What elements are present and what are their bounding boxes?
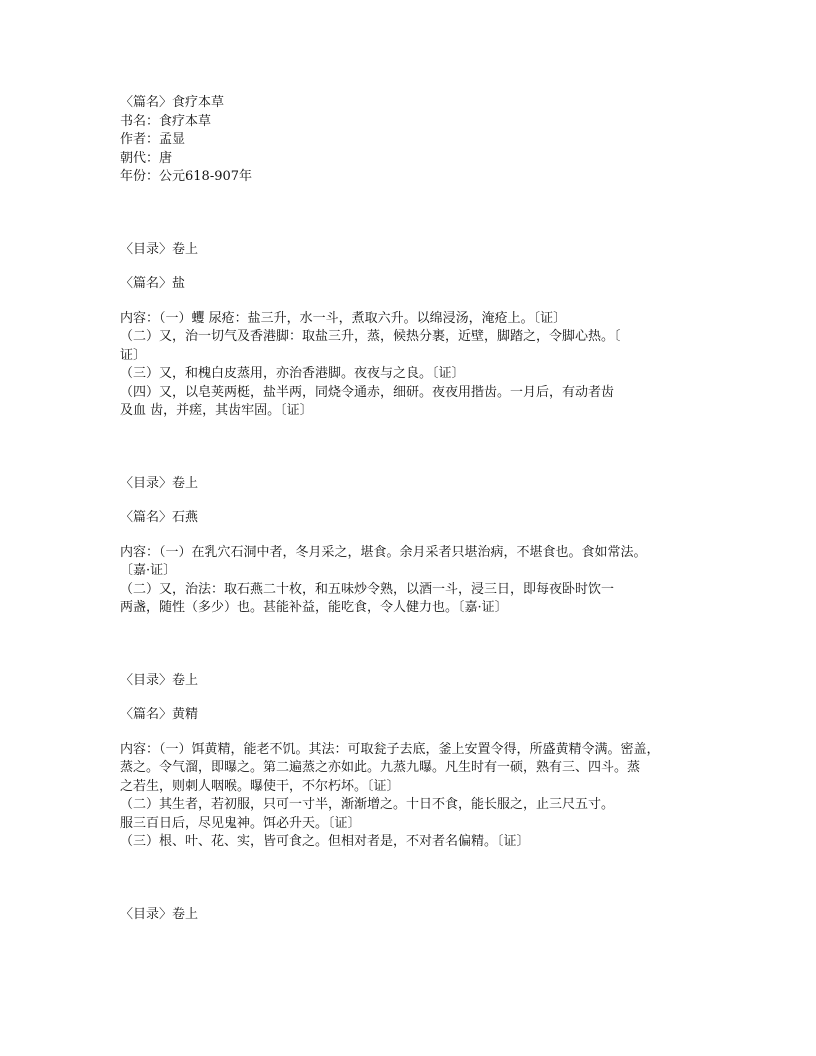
spacer: [120, 852, 720, 906]
entry-title: 〈篇名〉石燕: [120, 510, 199, 525]
dynasty: 朝代：唐: [120, 150, 173, 166]
spacer: [120, 294, 720, 310]
entry-line: 内容：（一）在乳穴石洞中者，冬月采之，堪食。余月采者只堪治病，不堪食也。食如常法。: [120, 544, 647, 560]
catalog-heading: 〈目录〉卷上: [120, 241, 199, 257]
spacer: [120, 187, 720, 241]
document-page: [120, 94, 720, 924]
entry-title: 〈篇名〉盐: [120, 276, 186, 291]
year: 年份：公元618-907年: [120, 169, 253, 184]
entry-line: （三）根、叶、花、实，皆可食之。但相对者是，不对者名偏精。〔证〕: [120, 834, 530, 849]
entry-line: （二）其生者，若初服，只可一寸半，渐渐增之。十日不食，能长服之，止三尺五寸。: [120, 797, 615, 812]
entry-line: 两盏，随性（多少）也。甚能补益，能吃食，令人健力也。〔嘉·证〕: [120, 600, 508, 615]
author: 作者：孟显: [120, 132, 186, 147]
piece-name: 〈篇名〉食疗本草: [120, 95, 225, 110]
entry-line: （二）又，治法：取石燕二十枚，和五味炒令熟，以酒一斗，浸三日，即每夜卧时饮一: [120, 581, 615, 597]
entry-line: 蒸之。令气溜，即曝之。第二遍蒸之亦如此。九蒸九曝。凡生时有一硕，熟有三、四斗。蒸: [120, 760, 641, 775]
entry-line: （三）又，和槐白皮蒸用，亦治香港脚。夜夜与之良。〔证〕: [120, 366, 465, 381]
entry-line: 之若生，则刺人咽喉。曝使干，不尔朽坏。〔证〕: [120, 778, 400, 794]
catalog-heading: 〈目录〉卷上: [120, 906, 199, 922]
spacer: [120, 690, 720, 706]
catalog-heading: 〈目录〉卷上: [120, 475, 199, 491]
spacer: [120, 725, 720, 741]
entry-line: 及血 齿，并瘥，其齿牢固。〔证〕: [120, 403, 313, 418]
document-header: [120, 94, 720, 187]
entry-line: 〔嘉·证〕: [120, 563, 177, 578]
spacer: [120, 259, 720, 275]
spacer: [120, 421, 720, 475]
book-name: 书名：食疗本草: [120, 113, 212, 129]
entry-title: 〈篇名〉黄精: [120, 707, 199, 722]
spacer: [120, 528, 720, 544]
entry-shiyan: [120, 475, 720, 618]
spacer: [120, 493, 720, 509]
spacer: [120, 618, 720, 672]
entry-huangjing: [120, 672, 720, 852]
catalog-heading: 〈目录〉卷上: [120, 672, 199, 688]
entry-line: （四）又，以皂荚两梃，盐半两，同烧令通赤，细研。夜夜用揩齿。一月后，有动者齿: [120, 384, 615, 400]
entry-salt: [120, 241, 720, 421]
entry-line: （二）又，治一切气及香港脚：取盐三升，蒸，候热分裹，近壁，脚踏之，令脚心热。〔: [120, 329, 621, 344]
entry-line: 内容：（一）蠼 尿疮：盐三升，水一斗，煮取六升。以绵浸汤，淹疮上。〔证〕: [120, 310, 567, 326]
entry-line: 内容：（一）饵黄精，能老不饥。其法：可取瓮子去底，釜上安置令得，所盛黄精令满。密盖，: [120, 741, 660, 757]
entry-line: 证〕: [120, 347, 147, 363]
entry-line: 服三百日后，尽见鬼神。饵必升天。〔证〕: [120, 815, 361, 831]
